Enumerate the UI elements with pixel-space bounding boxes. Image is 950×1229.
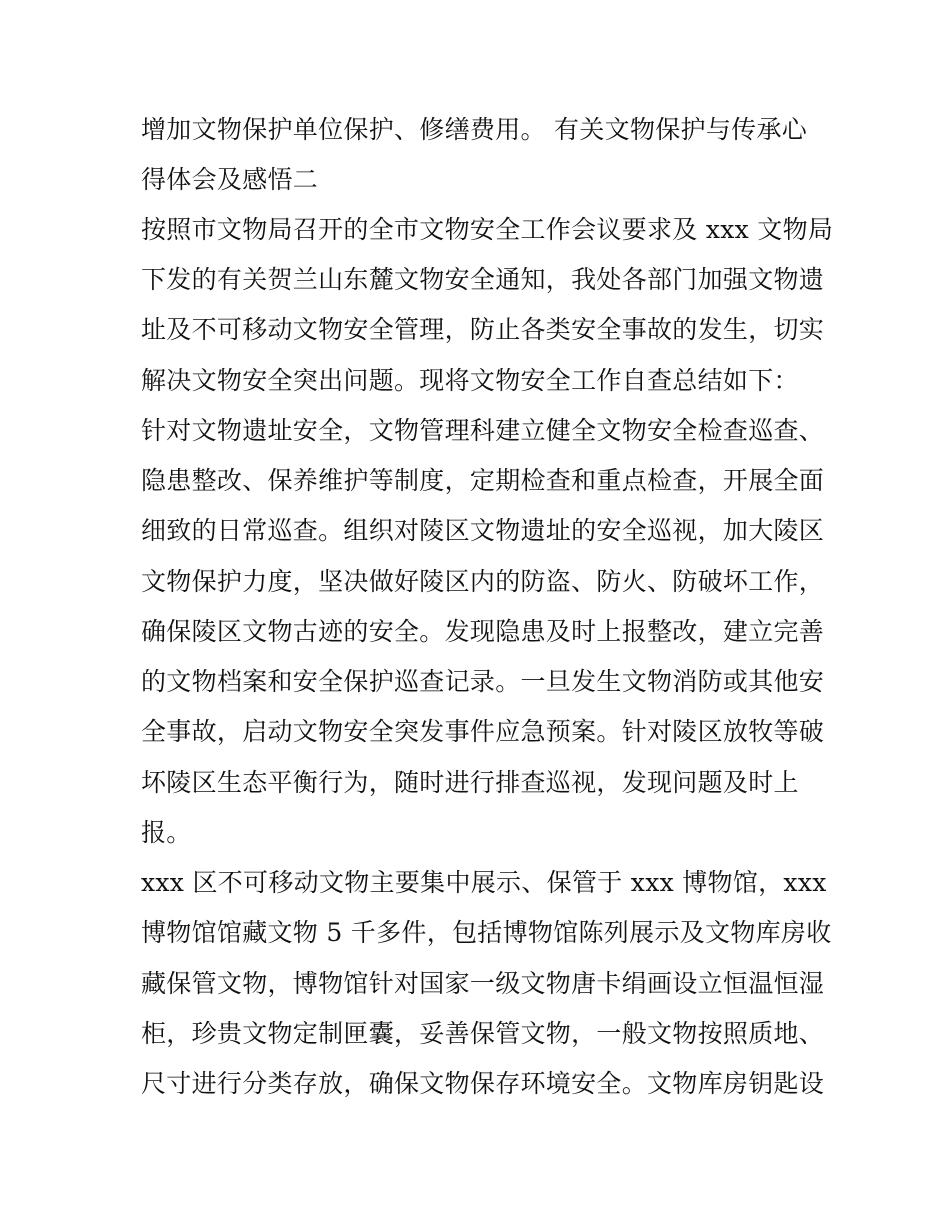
text-line-5: 址及不可移动文物安全管理，防止各类安全事故的发生，切实 [141,315,825,344]
text-line-8: 隐患整改、保养维护等制度，定期检查和重点检查，开展全面 [141,466,825,495]
text-line-1: 增加文物保护单位保护、修缮费用。 有关文物保护与传承心 [141,115,808,144]
text-line-16: xxx 区不可移动文物主要集中展示、保管于 xxx 博物馆，xxx [141,868,827,897]
text-line-19: 柜，珍贵文物定制匣囊，妥善保管文物，一般文物按照质地、 [141,1019,825,1048]
text-line-12: 的文物档案和安全保护巡查记录。一旦发生文物消防或其他安 [141,667,825,696]
text-line-2: 得体会及感悟二 [141,165,319,194]
text-line-10: 文物保护力度，坚决做好陵区内的防盗、防火、防破坏工作， [141,567,825,596]
text-line-6: 解决文物安全突出问题。现将文物安全工作自查总结如下： [141,366,799,395]
text-line-3: 按照市文物局召开的全市文物安全工作会议要求及 xxx 文物局 [141,215,834,244]
text-line-11: 确保陵区文物古迹的安全。发现隐患及时上报整改，建立完善 [141,617,825,646]
text-line-9: 细致的日常巡查。组织对陵区文物遗址的安全巡视，加大陵区 [141,516,825,545]
text-line-20: 尺寸进行分类存放，确保文物保存环境安全。文物库房钥匙设 [141,1069,825,1098]
text-line-18: 藏保管文物，博物馆针对国家一级文物唐卡绢画设立恒温恒湿 [141,969,825,998]
text-line-7: 针对文物遗址安全，文物管理科建立健全文物安全检查巡查、 [141,416,825,445]
text-line-4: 下发的有关贺兰山东麓文物安全通知，我处各部门加强文物遗 [141,265,825,294]
text-line-17: 博物馆馆藏文物 5 千多件，包括博物馆陈列展示及文物库房收 [141,918,832,947]
text-line-14: 坏陵区生态平衡行为，随时进行排查巡视，发现问题及时上 [141,768,799,797]
text-line-15: 报。 [141,818,192,847]
text-line-13: 全事故，启动文物安全突发事件应急预案。针对陵区放牧等破 [141,717,825,746]
